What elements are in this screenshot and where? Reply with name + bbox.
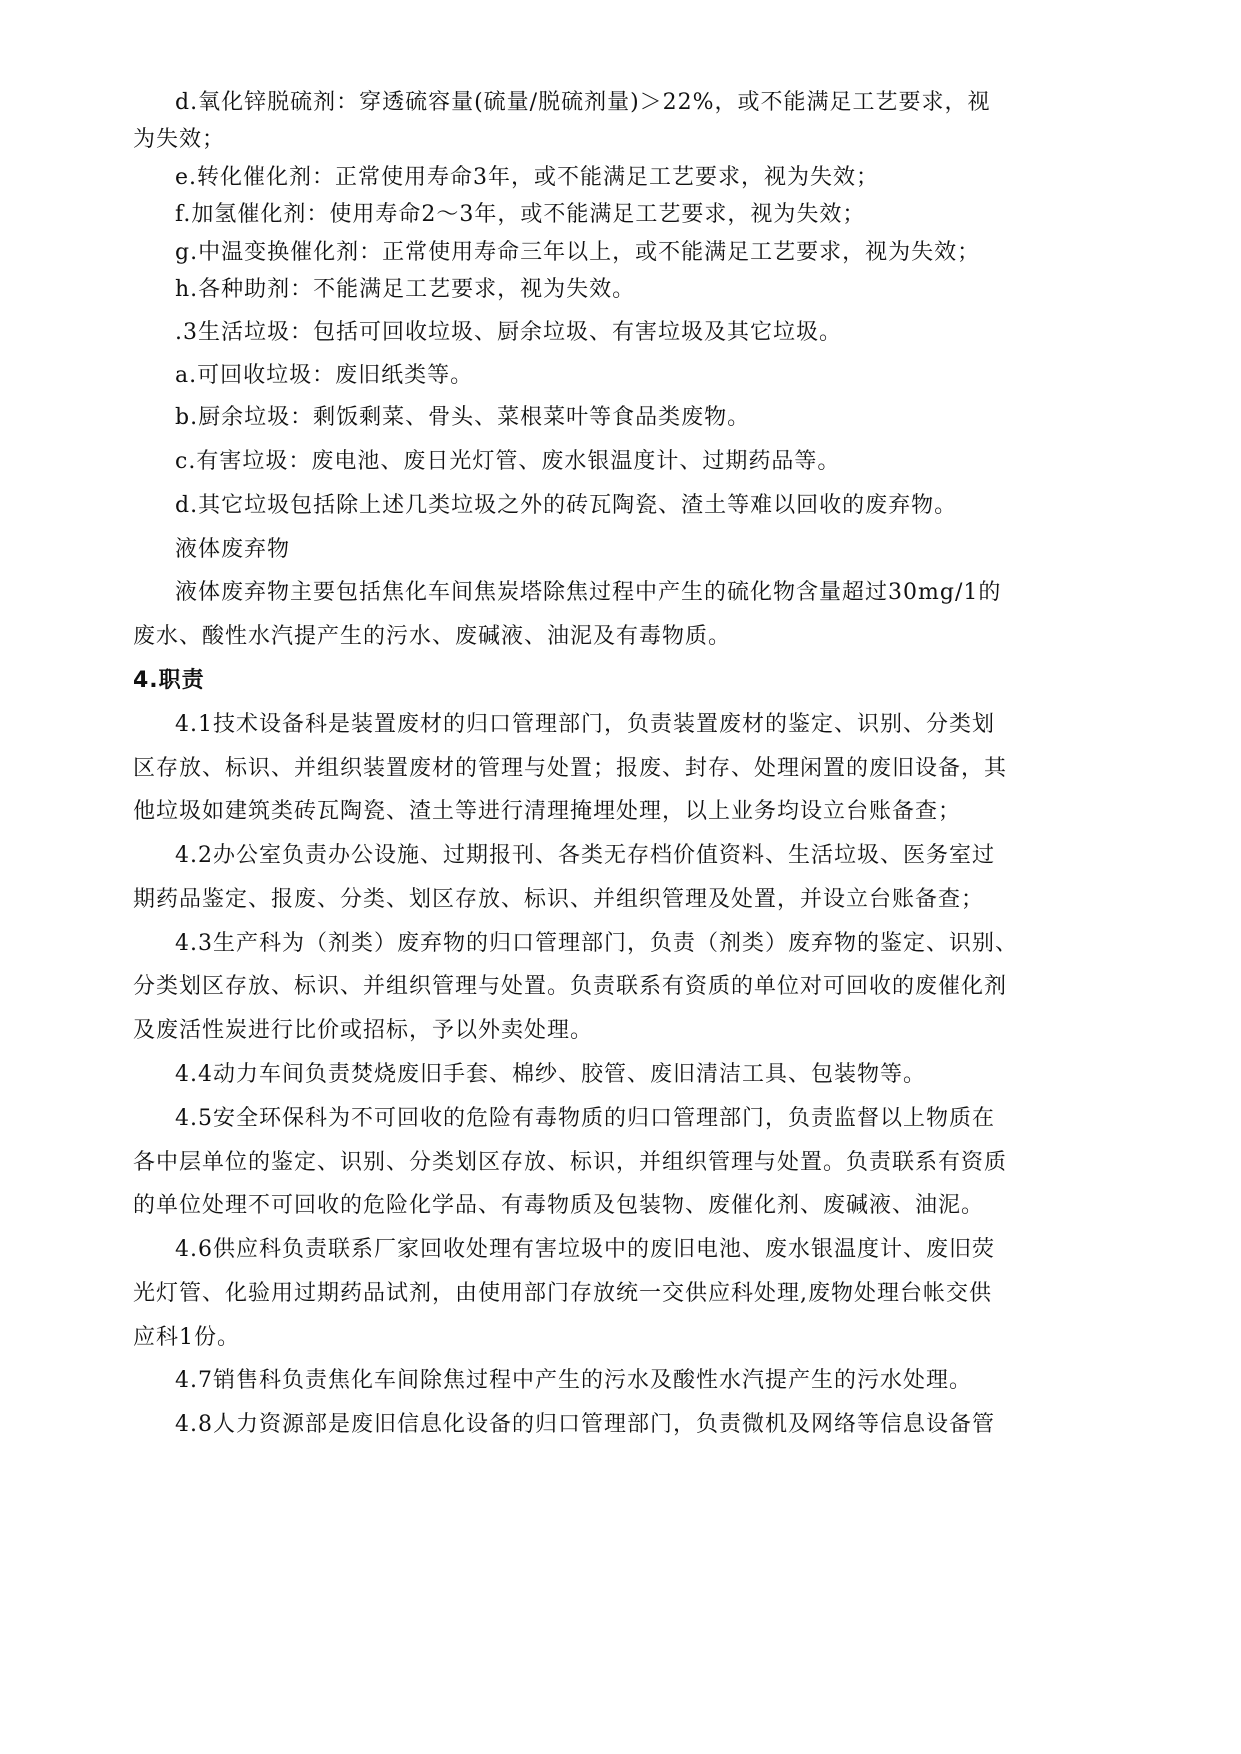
- text-line: 4.8人力资源部是废旧信息化设备的归口管理部门，负责微机及网络等信息设备管: [175, 1412, 995, 1437]
- text-line: 4.5安全环保科为不可回收的危险有毒物质的归口管理部门，负责监督以上物质在: [175, 1106, 995, 1131]
- text-line: h.各种助剂：不能满足工艺要求，视为失效。: [175, 277, 636, 302]
- text-line: g.中温变换催化剂：正常使用寿命三年以上，或不能满足工艺要求，视为失效；: [175, 240, 981, 265]
- section-heading: 4.职责: [133, 668, 205, 693]
- text-line: 的单位处理不可回收的危险化学品、有毒物质及包装物、废催化剂、废碱液、油泥。: [133, 1193, 985, 1218]
- text-line: .3生活垃圾：包括可回收垃圾、厨余垃圾、有害垃圾及其它垃圾。: [175, 320, 842, 345]
- text-line: 废水、酸性水汽提产生的污水、废碱液、油泥及有毒物质。: [133, 624, 732, 649]
- text-line: 他垃圾如建筑类砖瓦陶瓷、渣土等进行清理掩埋处理，以上业务均设立台账备查；: [133, 799, 962, 824]
- text-line: b.厨余垃圾：剩饭剩菜、骨头、菜根菜叶等食品类废物。: [175, 405, 751, 430]
- text-line: 应科1份。: [133, 1325, 240, 1350]
- text-line: d.氧化锌脱硫剂：穿透硫容量(硫量/脱硫剂量)＞22%，或不能满足工艺要求，视: [175, 90, 991, 115]
- text-line: 及废活性炭进行比价或招标，予以外卖处理。: [133, 1018, 594, 1043]
- text-line: 为失效；: [133, 127, 226, 152]
- text-line: e.转化催化剂：正常使用寿命3年，或不能满足工艺要求，视为失效；: [175, 165, 880, 190]
- text-line: f.加氢催化剂：使用寿命2～3年，或不能满足工艺要求，视为失效；: [175, 202, 866, 227]
- text-line: 液体废弃物主要包括焦化车间焦炭塔除焦过程中产生的硫化物含量超过30mg/1的: [175, 580, 1002, 605]
- text-line: 分类划区存放、标识、并组织管理与处置。负责联系有资质的单位对可回收的废催化剂: [133, 974, 1008, 999]
- text-line: 4.2办公室负责办公设施、过期报刊、各类无存档价值资料、生活垃圾、医务室过: [175, 843, 995, 868]
- section-subtitle: 液体废弃物: [175, 537, 291, 562]
- text-line: 4.3生产科为（剂类）废弃物的归口管理部门，负责（剂类）废弃物的鉴定、识别、: [175, 931, 1018, 956]
- text-line: 区存放、标识、并组织装置废材的管理与处置；报废、封存、处理闲置的废旧设备，其: [133, 756, 1008, 781]
- text-line: 4.4动力车间负责焚烧废旧手套、棉纱、胶管、废旧清洁工具、包装物等。: [175, 1062, 926, 1087]
- text-line: d.其它垃圾包括除上述几类垃圾之外的砖瓦陶瓷、渣土等难以回收的废弃物。: [175, 493, 958, 518]
- text-line: 4.7销售科负责焦化车间除焦过程中产生的污水及酸性水汽提产生的污水处理。: [175, 1368, 972, 1393]
- text-line: 期药品鉴定、报废、分类、划区存放、标识、并组织管理及处置，并设立台账备查；: [133, 887, 985, 912]
- text-line: 4.6供应科负责联系厂家回收处理有害垃圾中的废旧电池、废水银温度计、废旧荧: [175, 1237, 995, 1262]
- text-line: 光灯管、化验用过期药品试剂，由使用部门存放统一交供应科处理,废物处理台帐交供: [133, 1281, 992, 1306]
- text-line: a.可回收垃圾：废旧纸类等。: [175, 363, 474, 388]
- text-line: 各中层单位的鉴定、识别、分类划区存放、标识，并组织管理与处置。负责联系有资质: [133, 1150, 1008, 1175]
- text-line: 4.1技术设备科是装置废材的归口管理部门，负责装置废材的鉴定、识别、分类划: [175, 712, 995, 737]
- text-line: c.有害垃圾：废电池、废日光灯管、废水银温度计、过期药品等。: [175, 449, 841, 474]
